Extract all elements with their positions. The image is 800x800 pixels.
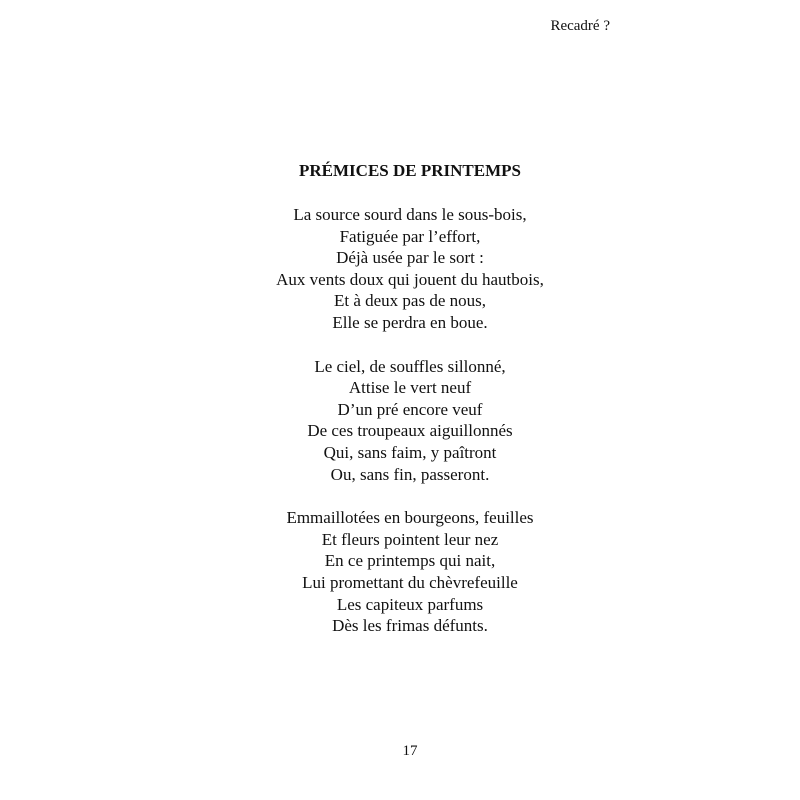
verse-line: Et à deux pas de nous, [333, 291, 487, 311]
stanza-1 [0, 204, 800, 334]
verse-line: Elle se perdra en boue. [332, 312, 488, 332]
verse-line: La source sourd dans le sous-bois, [293, 205, 527, 224]
verse-line: Attise le vert neuf [348, 378, 472, 398]
verse-line: Emmaillotées en bourgeons, feuilles [286, 508, 534, 528]
verse-line: De ces troupeaux aiguillonnés [307, 421, 513, 441]
verse-line: Qui, sans faim, y paîtront [323, 442, 497, 462]
poem-title: PRÉMICES DE PRINTEMPS [299, 161, 521, 180]
verse-line: Et fleurs pointent leur nez [321, 529, 499, 549]
verse-line: Le ciel, de souffles sillonné, [314, 356, 506, 376]
verse-line: Déjà usée par le sort : [336, 248, 484, 268]
stanza-3 [0, 507, 800, 637]
page-number: 17 [402, 743, 418, 759]
verse-line: Les capiteux parfums [336, 594, 484, 614]
verse-line: Aux vents doux qui jouent du hautbois, [276, 269, 544, 289]
verse-line: D’un pré encore veuf [337, 399, 483, 419]
running-header: Recadré ? [550, 18, 610, 34]
poem-body [0, 204, 800, 659]
verse-line: En ce printemps qui nait, [324, 551, 496, 571]
verse-line: Dès les frimas défunts. [332, 616, 488, 636]
verse-line: Ou, sans fin, passeront. [330, 464, 490, 484]
stanza-2 [0, 356, 800, 486]
verse-line: Lui promettant du chèvrefeuille [302, 572, 518, 592]
verse-line: Fatiguée par l’effort, [339, 226, 481, 246]
